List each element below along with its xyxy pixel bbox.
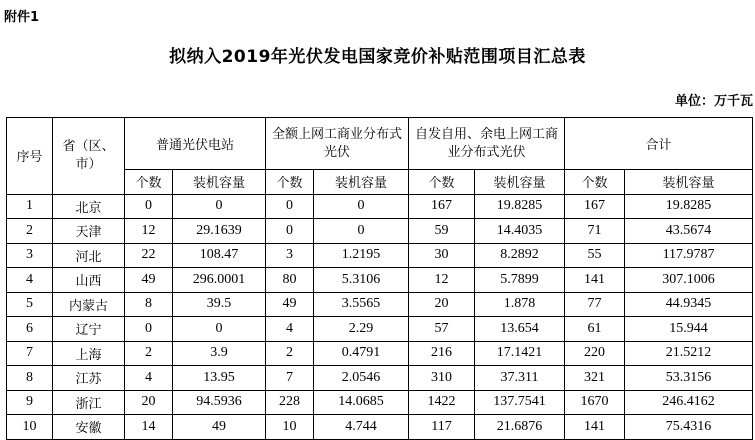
table-cell: 108.47 xyxy=(173,243,266,268)
table-row xyxy=(7,341,753,366)
table-cell: 1.878 xyxy=(475,292,565,317)
table-cell: 4.744 xyxy=(314,415,409,440)
header-group-full-grid: 全额上网工商业分布式光伏 xyxy=(266,118,409,170)
table-cell: 37.311 xyxy=(475,366,565,391)
table-cell: 137.7541 xyxy=(475,390,565,415)
header-capacity: 装机容量 xyxy=(314,170,409,195)
table-cell: 141 xyxy=(565,268,625,293)
table-cell: 13.95 xyxy=(173,366,266,391)
table-cell: 0 xyxy=(173,194,266,219)
table-cell: 49 xyxy=(266,292,314,317)
table-cell: 15.944 xyxy=(625,317,753,342)
table-cell: 5 xyxy=(7,292,53,317)
table-cell: 49 xyxy=(173,415,266,440)
table-cell: 57 xyxy=(409,317,475,342)
table-row xyxy=(7,268,753,293)
table-cell: 0 xyxy=(266,219,314,244)
table-cell: 12 xyxy=(409,268,475,293)
table-cell: 43.5674 xyxy=(625,219,753,244)
table-cell: 0 xyxy=(125,317,173,342)
table-cell: 3 xyxy=(266,243,314,268)
table-cell: 39.5 xyxy=(173,292,266,317)
province-cell: 江苏 xyxy=(53,366,125,391)
table-row xyxy=(7,415,753,440)
table-cell: 2.29 xyxy=(314,317,409,342)
table-cell: 22 xyxy=(125,243,173,268)
table-cell: 1 xyxy=(7,194,53,219)
province-cell: 河北 xyxy=(53,243,125,268)
table-cell: 8.2892 xyxy=(475,243,565,268)
table-cell: 4 xyxy=(266,317,314,342)
table-cell: 4 xyxy=(7,268,53,293)
table-cell: 1.2195 xyxy=(314,243,409,268)
table-cell: 21.5212 xyxy=(625,341,753,366)
header-seq: 序号 xyxy=(7,118,53,195)
table-cell: 117 xyxy=(409,415,475,440)
table-cell: 3.5565 xyxy=(314,292,409,317)
table-cell: 71 xyxy=(565,219,625,244)
table-cell: 2.0546 xyxy=(314,366,409,391)
table-cell: 94.5936 xyxy=(173,390,266,415)
table-cell: 307.1006 xyxy=(625,268,753,293)
table-cell: 0 xyxy=(266,194,314,219)
table-cell: 20 xyxy=(409,292,475,317)
table-cell: 6 xyxy=(7,317,53,342)
table-row xyxy=(7,366,753,391)
header-count: 个数 xyxy=(565,170,625,195)
attachment-label: 附件1 xyxy=(4,10,40,25)
table-cell: 44.9345 xyxy=(625,292,753,317)
table-cell: 216 xyxy=(409,341,475,366)
table-cell: 3 xyxy=(7,243,53,268)
header-count: 个数 xyxy=(266,170,314,195)
table-cell: 5.3106 xyxy=(314,268,409,293)
header-count: 个数 xyxy=(125,170,173,195)
table-cell: 21.6876 xyxy=(475,415,565,440)
province-cell: 内蒙古 xyxy=(53,292,125,317)
table-cell: 13.654 xyxy=(475,317,565,342)
table-cell: 8 xyxy=(125,292,173,317)
table-cell: 53.3156 xyxy=(625,366,753,391)
table-cell: 49 xyxy=(125,268,173,293)
table-cell: 75.4316 xyxy=(625,415,753,440)
table-cell: 141 xyxy=(565,415,625,440)
table-cell: 5.7899 xyxy=(475,268,565,293)
table-row xyxy=(7,219,753,244)
table-cell: 9 xyxy=(7,390,53,415)
table-cell: 10 xyxy=(266,415,314,440)
table-cell: 0 xyxy=(173,317,266,342)
table-row xyxy=(7,317,753,342)
summary-table xyxy=(6,117,753,440)
table-row xyxy=(7,390,753,415)
table-cell: 61 xyxy=(565,317,625,342)
province-cell: 天津 xyxy=(53,219,125,244)
table-row xyxy=(7,243,753,268)
header-group-self-use: 自发自用、余电上网工商业分布式光伏 xyxy=(409,118,565,170)
province-cell: 上海 xyxy=(53,341,125,366)
header-capacity: 装机容量 xyxy=(475,170,565,195)
table-cell: 59 xyxy=(409,219,475,244)
province-cell: 山西 xyxy=(53,268,125,293)
table-cell: 7 xyxy=(7,341,53,366)
table-cell: 19.8285 xyxy=(625,194,753,219)
table-header xyxy=(7,118,753,195)
province-cell: 浙江 xyxy=(53,390,125,415)
table-cell: 20 xyxy=(125,390,173,415)
table-cell: 17.1421 xyxy=(475,341,565,366)
table-cell: 296.0001 xyxy=(173,268,266,293)
table-cell: 310 xyxy=(409,366,475,391)
table-cell: 12 xyxy=(125,219,173,244)
table-cell: 55 xyxy=(565,243,625,268)
table-cell: 228 xyxy=(266,390,314,415)
table-cell: 0 xyxy=(314,219,409,244)
table-cell: 77 xyxy=(565,292,625,317)
table-cell: 167 xyxy=(565,194,625,219)
page-title: 拟纳入2019年光伏发电国家竞价补贴范围项目汇总表 xyxy=(169,47,586,67)
header-count: 个数 xyxy=(409,170,475,195)
table-cell: 14.0685 xyxy=(314,390,409,415)
table-cell: 167 xyxy=(409,194,475,219)
table-cell: 3.9 xyxy=(173,341,266,366)
table-row xyxy=(7,194,753,219)
header-province: 省（区、市） xyxy=(53,118,125,195)
table-cell: 8 xyxy=(7,366,53,391)
province-cell: 安徽 xyxy=(53,415,125,440)
table-cell: 2 xyxy=(125,341,173,366)
table-cell: 0.4791 xyxy=(314,341,409,366)
table-cell: 321 xyxy=(565,366,625,391)
table-cell: 220 xyxy=(565,341,625,366)
table-cell: 29.1639 xyxy=(173,219,266,244)
header-capacity: 装机容量 xyxy=(173,170,266,195)
table-cell: 4 xyxy=(125,366,173,391)
table-cell: 2 xyxy=(7,219,53,244)
table-cell: 30 xyxy=(409,243,475,268)
table-cell: 80 xyxy=(266,268,314,293)
province-cell: 北京 xyxy=(53,194,125,219)
header-group-ground-station: 普通光伏电站 xyxy=(125,118,266,170)
table-cell: 0 xyxy=(125,194,173,219)
table-cell: 14 xyxy=(125,415,173,440)
header-group-total: 合计 xyxy=(565,118,753,170)
header-capacity: 装机容量 xyxy=(625,170,753,195)
table-cell: 0 xyxy=(314,194,409,219)
table-cell: 19.8285 xyxy=(475,194,565,219)
table-cell: 7 xyxy=(266,366,314,391)
table-cell: 2 xyxy=(266,341,314,366)
unit-label: 单位：万千瓦 xyxy=(674,94,753,109)
table-body xyxy=(7,194,753,439)
table-cell: 246.4162 xyxy=(625,390,753,415)
table-cell: 10 xyxy=(7,415,53,440)
table-cell: 1670 xyxy=(565,390,625,415)
province-cell: 辽宁 xyxy=(53,317,125,342)
table-cell: 117.9787 xyxy=(625,243,753,268)
table-row xyxy=(7,292,753,317)
table-cell: 1422 xyxy=(409,390,475,415)
table-cell: 14.4035 xyxy=(475,219,565,244)
